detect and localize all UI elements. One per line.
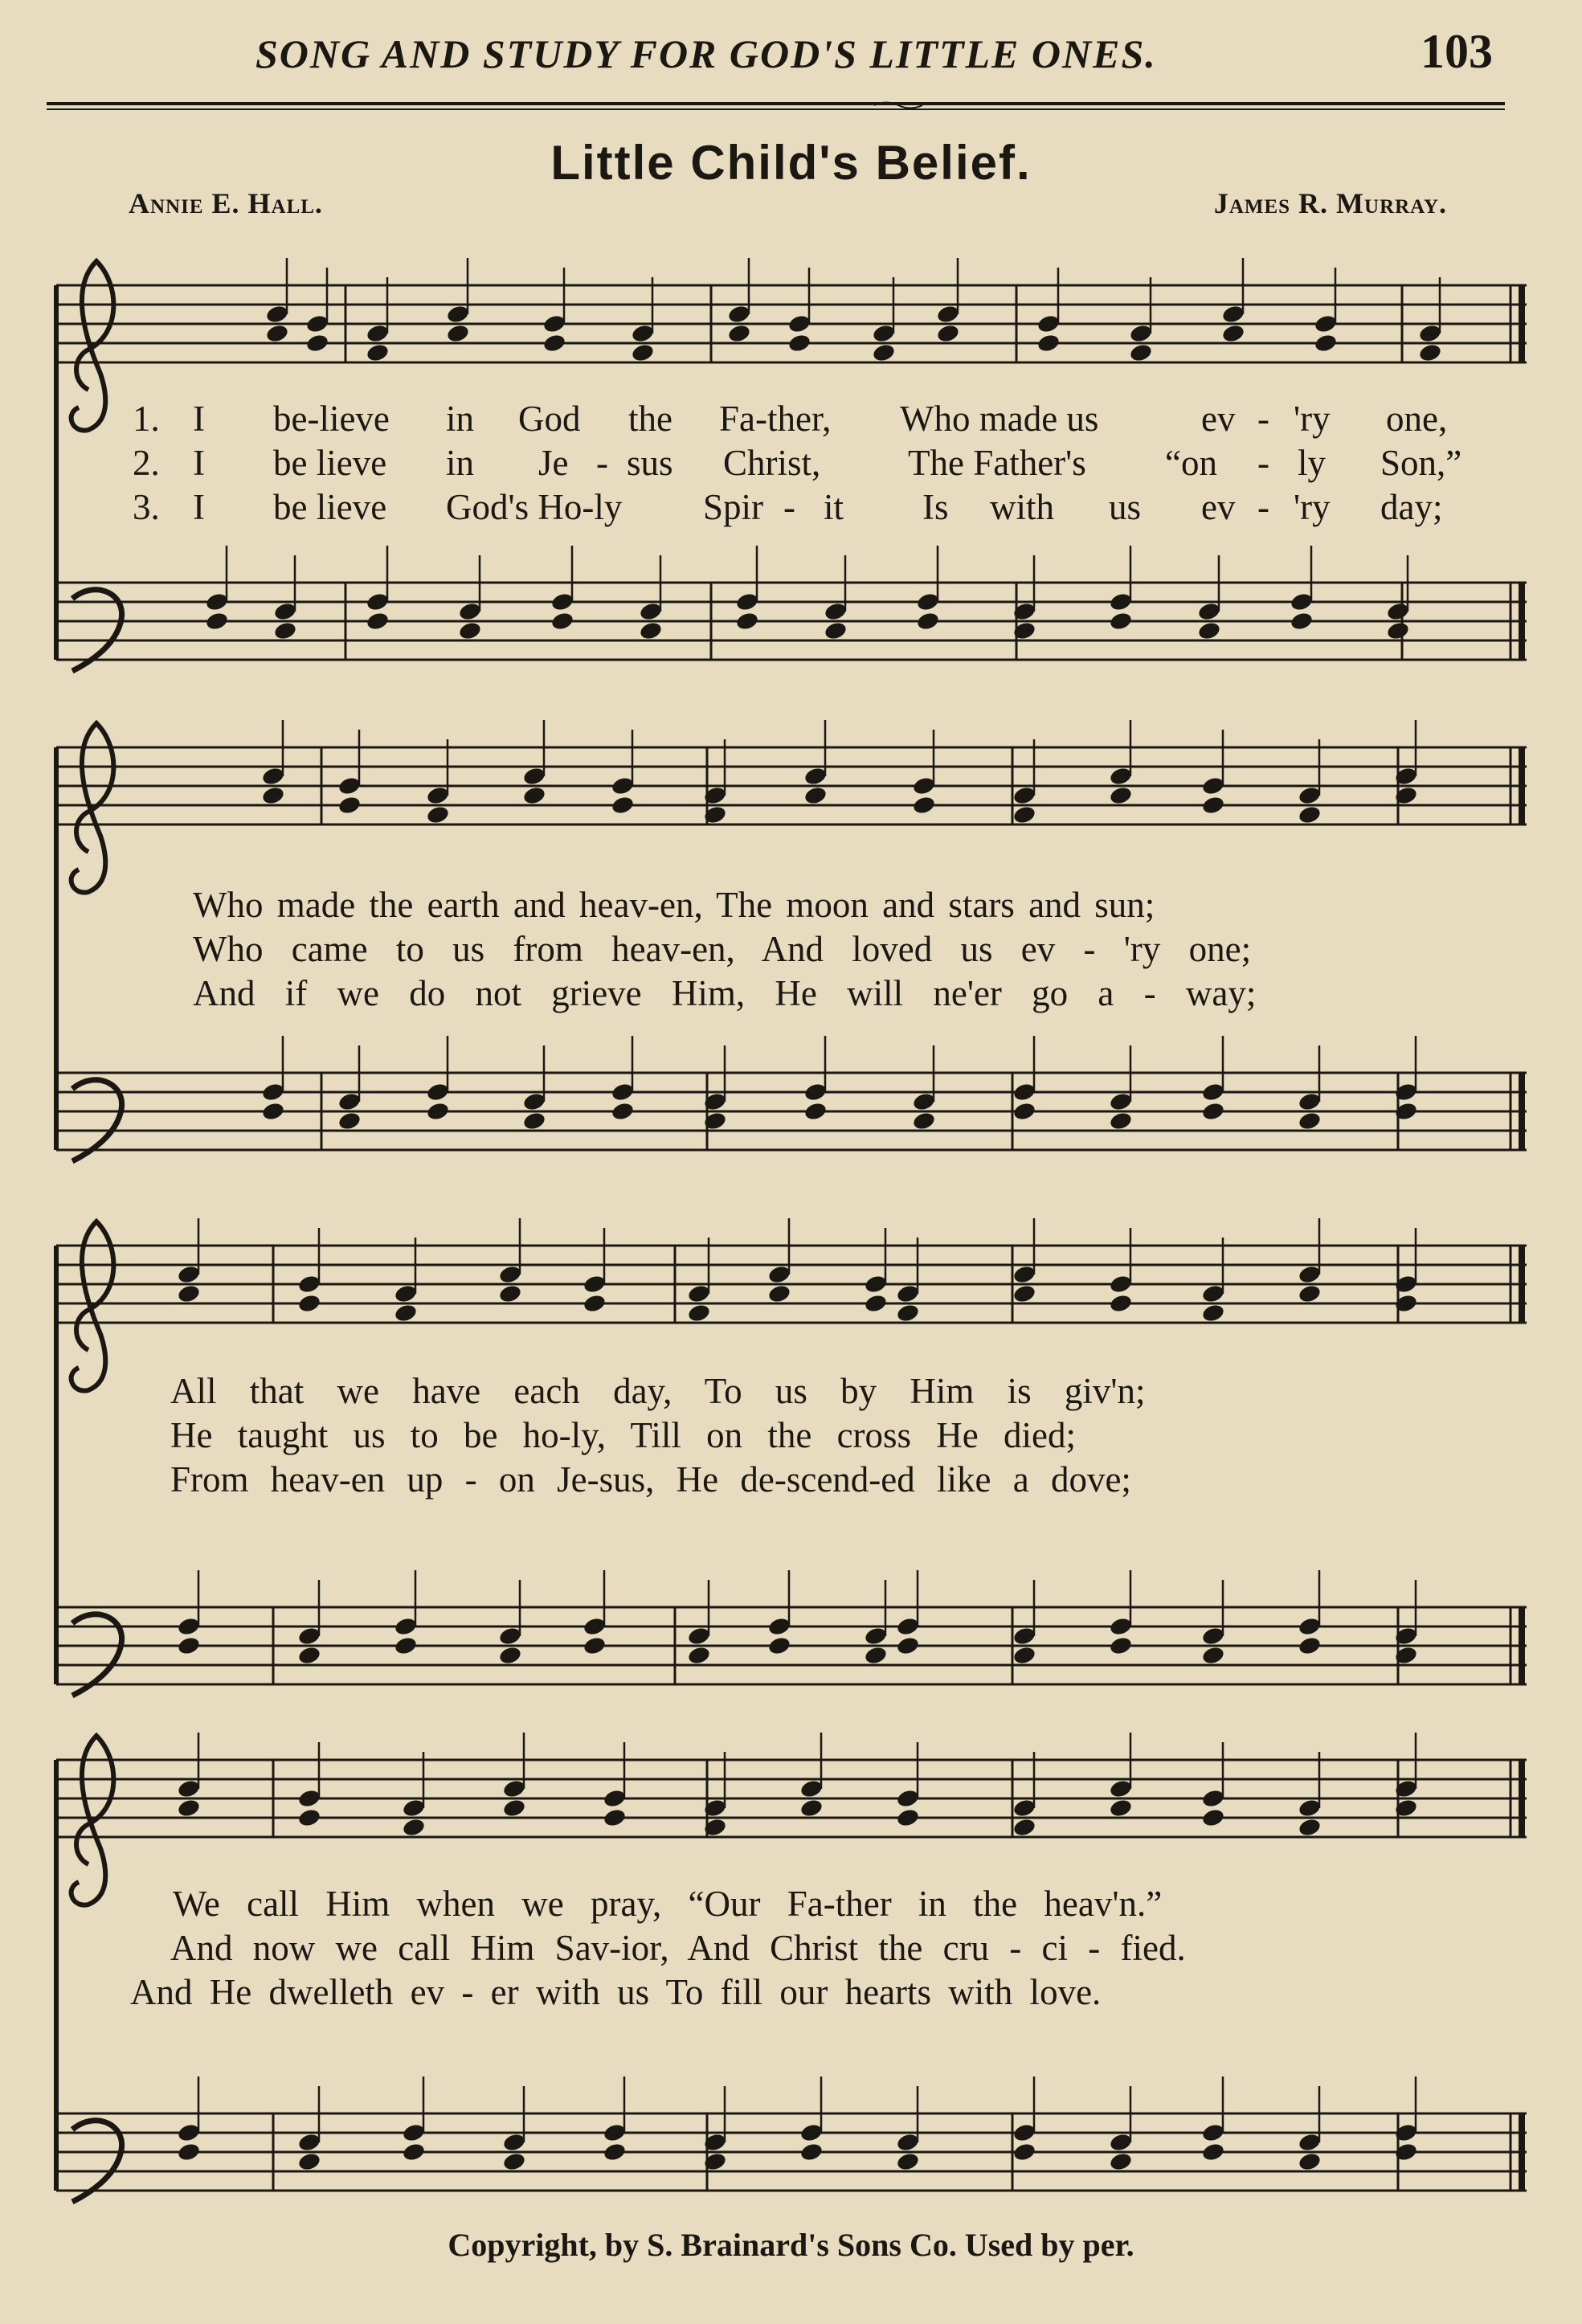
note-head bbox=[297, 1626, 322, 1647]
lyric-syllable: ev bbox=[1201, 399, 1236, 439]
note-head bbox=[522, 785, 547, 806]
note-head bbox=[402, 1817, 427, 1838]
note-head bbox=[261, 1101, 286, 1122]
note-head bbox=[824, 601, 848, 622]
note-head bbox=[1298, 1111, 1322, 1131]
note-head bbox=[803, 1082, 828, 1103]
note-head bbox=[896, 1788, 921, 1809]
note-head bbox=[261, 1082, 286, 1103]
note-head bbox=[896, 2132, 921, 2153]
note-head bbox=[1109, 1091, 1134, 1112]
note-head bbox=[799, 1778, 824, 1799]
note-head bbox=[583, 1616, 607, 1637]
note-head bbox=[727, 323, 752, 344]
note-head bbox=[1109, 1616, 1134, 1637]
note-head bbox=[1418, 342, 1443, 363]
copyright-notice: Copyright, by S. Brainard's Sons Co. Used by per. bbox=[448, 2227, 1134, 2263]
note-head bbox=[1109, 1635, 1134, 1656]
lyric-syllable: 'ry bbox=[1294, 487, 1331, 527]
note-head bbox=[502, 1778, 527, 1799]
lyric-text: He taught us to be ho-ly, Till on the cross He died; bbox=[170, 1415, 1077, 1455]
note-head bbox=[1129, 323, 1154, 344]
note-head bbox=[1036, 333, 1061, 354]
note-head bbox=[305, 333, 330, 354]
note-head bbox=[265, 323, 290, 344]
note-head bbox=[611, 1082, 636, 1103]
note-head bbox=[1201, 2142, 1226, 2162]
note-head bbox=[611, 775, 636, 796]
note-head bbox=[687, 1645, 712, 1666]
note-head bbox=[305, 313, 330, 334]
note-head bbox=[498, 1283, 523, 1304]
note-head bbox=[864, 1645, 889, 1666]
note-head bbox=[1109, 766, 1134, 787]
final-barline bbox=[1519, 1073, 1525, 1150]
treble-clef-icon bbox=[72, 1221, 114, 1391]
note-head bbox=[337, 775, 362, 796]
note-head bbox=[1386, 601, 1411, 622]
note-head bbox=[550, 591, 575, 612]
note-head bbox=[1109, 1274, 1134, 1295]
note-head bbox=[803, 1101, 828, 1122]
note-head bbox=[297, 1274, 322, 1295]
lyric-syllable: 'ry bbox=[1294, 399, 1331, 439]
note-head bbox=[1201, 2122, 1226, 2143]
note-head bbox=[394, 1303, 419, 1324]
note-head bbox=[767, 1616, 792, 1637]
note-head bbox=[803, 766, 828, 787]
lyric-syllable: day; bbox=[1380, 487, 1443, 527]
note-head bbox=[1012, 2122, 1037, 2143]
note-head bbox=[337, 1091, 362, 1112]
note-head bbox=[912, 795, 937, 816]
note-head bbox=[1386, 620, 1411, 641]
note-head bbox=[205, 591, 230, 612]
note-head bbox=[1298, 1091, 1322, 1112]
note-head bbox=[872, 342, 897, 363]
note-head bbox=[446, 323, 471, 344]
note-head bbox=[1298, 785, 1322, 806]
note-head bbox=[426, 785, 451, 806]
note-head bbox=[1290, 611, 1314, 632]
note-head bbox=[1197, 601, 1222, 622]
note-head bbox=[1012, 1264, 1037, 1285]
note-head bbox=[1201, 1082, 1226, 1103]
music-system-4 bbox=[32, 1720, 1559, 2218]
note-head bbox=[1201, 1645, 1226, 1666]
note-head bbox=[603, 2122, 627, 2143]
lyric-syllable: - bbox=[1257, 487, 1269, 527]
note-head bbox=[366, 342, 390, 363]
note-head bbox=[522, 766, 547, 787]
note-head bbox=[639, 601, 664, 622]
note-head bbox=[603, 2142, 627, 2162]
lyric-syllable: God's Ho-ly bbox=[446, 487, 623, 527]
note-head bbox=[205, 611, 230, 632]
lyric-text: And if we do not grieve Him, He will ne'er go a - way; bbox=[193, 973, 1257, 1013]
lyric-syllable: Son,” bbox=[1380, 443, 1462, 483]
note-head bbox=[799, 2122, 824, 2143]
lyric-syllable: with bbox=[990, 487, 1055, 527]
note-head bbox=[426, 804, 451, 825]
note-head bbox=[1298, 1635, 1322, 1656]
note-head bbox=[1201, 1283, 1226, 1304]
note-head bbox=[542, 313, 567, 334]
lyric-syllable: God bbox=[518, 399, 581, 439]
lyric-text: All that we have each day, To us by Him is giv'n; bbox=[170, 1371, 1146, 1411]
note-head bbox=[1012, 1082, 1037, 1103]
note-head bbox=[1012, 1645, 1037, 1666]
note-head bbox=[864, 1274, 889, 1295]
note-head bbox=[177, 1616, 202, 1637]
note-head bbox=[177, 1778, 202, 1799]
lyric-syllable: in bbox=[446, 399, 475, 439]
running-head: SONG AND STUDY FOR GOD'S LITTLE ONES. bbox=[255, 31, 1157, 76]
note-head bbox=[787, 333, 812, 354]
note-head bbox=[297, 2151, 322, 2172]
note-head bbox=[1109, 1778, 1134, 1799]
lyricist-credit: Annie E. Hall. bbox=[129, 187, 323, 219]
note-head bbox=[502, 2132, 527, 2153]
note-head bbox=[787, 313, 812, 334]
treble-clef-icon bbox=[72, 261, 114, 431]
note-head bbox=[864, 1293, 889, 1314]
note-head bbox=[522, 1111, 547, 1131]
lyric-syllable: be lieve bbox=[273, 487, 387, 527]
note-head bbox=[1314, 313, 1339, 334]
note-head bbox=[916, 591, 941, 612]
lyric-syllable: sus bbox=[627, 443, 673, 483]
note-head bbox=[896, 1635, 921, 1656]
lyric-syllable: ev bbox=[1201, 487, 1236, 527]
note-head bbox=[603, 1807, 627, 1828]
note-head bbox=[394, 1635, 419, 1656]
note-head bbox=[502, 1798, 527, 1819]
note-head bbox=[498, 1626, 523, 1647]
note-head bbox=[1201, 775, 1226, 796]
lyric-syllable: I bbox=[193, 399, 205, 439]
note-head bbox=[297, 1645, 322, 1666]
note-head bbox=[1197, 620, 1222, 641]
note-head bbox=[297, 2132, 322, 2153]
note-head bbox=[1109, 1111, 1134, 1131]
note-head bbox=[177, 1635, 202, 1656]
note-head bbox=[498, 1645, 523, 1666]
note-head bbox=[735, 611, 760, 632]
lyric-syllable: The Father's bbox=[908, 443, 1086, 483]
header-rule bbox=[47, 100, 1505, 112]
note-head bbox=[337, 795, 362, 816]
note-head bbox=[402, 2122, 427, 2143]
note-head bbox=[265, 304, 290, 325]
treble-clef-icon bbox=[72, 723, 114, 893]
note-head bbox=[912, 775, 937, 796]
lyric-text: From heav-en up - on Je-sus, He de-scend-ed like a dove; bbox=[170, 1459, 1131, 1500]
verse-number: 3. bbox=[133, 487, 160, 527]
note-head bbox=[261, 785, 286, 806]
lyric-text: And now we call Him Sav-ior, And Christ the cru - ci - fied. bbox=[170, 1928, 1186, 1968]
lyric-syllable: Fa-ther, bbox=[719, 399, 832, 439]
lyric-text: We call Him when we pray, “Our Fa-ther in the heav'n.” bbox=[173, 1884, 1163, 1924]
note-head bbox=[824, 620, 848, 641]
note-head bbox=[1221, 304, 1246, 325]
note-head bbox=[177, 2142, 202, 2162]
lyric-syllable: Is bbox=[922, 487, 949, 527]
note-head bbox=[273, 620, 298, 641]
note-head bbox=[177, 1283, 202, 1304]
note-head bbox=[297, 1788, 322, 1809]
note-head bbox=[297, 1807, 322, 1828]
lyric-text: Who made the earth and heav-en, The moon and stars and sun; bbox=[193, 885, 1155, 925]
note-head bbox=[603, 1788, 627, 1809]
note-head bbox=[936, 304, 961, 325]
lyric-text: Who came to us from heav-en, And loved us ev - 'ry one; bbox=[193, 929, 1252, 969]
lyric-syllable: - bbox=[596, 443, 608, 483]
note-head bbox=[611, 795, 636, 816]
note-head bbox=[912, 1091, 937, 1112]
note-head bbox=[583, 1635, 607, 1656]
lyric-syllable: in bbox=[446, 443, 475, 483]
page-number: 103 bbox=[1421, 25, 1493, 78]
note-head bbox=[767, 1283, 792, 1304]
note-head bbox=[1298, 1264, 1322, 1285]
note-head bbox=[458, 620, 483, 641]
note-head bbox=[394, 1616, 419, 1637]
lyric-syllable: one, bbox=[1386, 399, 1448, 439]
note-head bbox=[1109, 2151, 1134, 2172]
note-head bbox=[916, 611, 941, 632]
note-head bbox=[1201, 1303, 1226, 1324]
note-head bbox=[631, 323, 656, 344]
note-head bbox=[426, 1082, 451, 1103]
note-head bbox=[1298, 2132, 1322, 2153]
note-head bbox=[767, 1635, 792, 1656]
note-head bbox=[1012, 1817, 1037, 1838]
lyric-syllable: - bbox=[1257, 399, 1269, 439]
lyric-syllable: I bbox=[193, 487, 205, 527]
note-head bbox=[394, 1283, 419, 1304]
note-head bbox=[1298, 1817, 1322, 1838]
note-head bbox=[1201, 795, 1226, 816]
note-head bbox=[1012, 1626, 1037, 1647]
note-head bbox=[402, 2142, 427, 2162]
final-barline bbox=[1519, 2113, 1525, 2191]
note-head bbox=[936, 323, 961, 344]
composer-credit: James R. Murray. bbox=[1213, 187, 1447, 219]
note-head bbox=[426, 1101, 451, 1122]
note-head bbox=[1109, 611, 1134, 632]
note-head bbox=[1201, 1807, 1226, 1828]
note-head bbox=[735, 591, 760, 612]
note-head bbox=[1012, 1283, 1037, 1304]
lyric-syllable: ly bbox=[1298, 443, 1327, 483]
note-head bbox=[687, 1303, 712, 1324]
note-head bbox=[799, 2142, 824, 2162]
note-head bbox=[458, 601, 483, 622]
song-title: Little Child's Belief. bbox=[550, 136, 1032, 190]
note-head bbox=[273, 601, 298, 622]
note-head bbox=[687, 1283, 712, 1304]
note-head bbox=[896, 1303, 921, 1324]
note-head bbox=[1290, 591, 1314, 612]
note-head bbox=[177, 1264, 202, 1285]
final-barline bbox=[1519, 1760, 1525, 1837]
note-head bbox=[896, 1616, 921, 1637]
note-head bbox=[803, 785, 828, 806]
lyric-syllable: Christ, bbox=[723, 443, 821, 483]
lyric-syllable: Je bbox=[538, 443, 569, 483]
note-head bbox=[542, 333, 567, 354]
note-head bbox=[1314, 333, 1339, 354]
lyric-syllable: - bbox=[1257, 443, 1269, 483]
note-head bbox=[1109, 1798, 1134, 1819]
lyric-syllable: “on bbox=[1165, 443, 1217, 483]
note-head bbox=[896, 1807, 921, 1828]
lyric-syllable: the bbox=[628, 399, 672, 439]
note-head bbox=[337, 1111, 362, 1131]
final-barline bbox=[1519, 1607, 1525, 1684]
note-head bbox=[1012, 804, 1037, 825]
final-barline bbox=[1519, 583, 1525, 660]
verse-number: 2. bbox=[133, 443, 160, 483]
note-head bbox=[1298, 2151, 1322, 2172]
verse-number: 1. bbox=[133, 399, 160, 439]
note-head bbox=[1298, 804, 1322, 825]
lyric-syllable: - bbox=[783, 487, 795, 527]
note-head bbox=[727, 304, 752, 325]
note-head bbox=[1418, 323, 1443, 344]
note-head bbox=[177, 2122, 202, 2143]
note-head bbox=[297, 1293, 322, 1314]
note-head bbox=[1221, 323, 1246, 344]
note-head bbox=[498, 1264, 523, 1285]
note-head bbox=[1298, 1283, 1322, 1304]
note-head bbox=[912, 1111, 937, 1131]
note-head bbox=[896, 1283, 921, 1304]
note-head bbox=[767, 1264, 792, 1285]
note-head bbox=[799, 1798, 824, 1819]
final-barline bbox=[1519, 285, 1525, 362]
lyric-syllable: Spir bbox=[703, 487, 764, 527]
note-head bbox=[1129, 342, 1154, 363]
lyric-syllable: it bbox=[824, 487, 844, 527]
final-barline bbox=[1519, 747, 1525, 824]
note-head bbox=[872, 323, 897, 344]
note-head bbox=[611, 1101, 636, 1122]
note-head bbox=[446, 304, 471, 325]
note-head bbox=[1201, 1788, 1226, 1809]
note-head bbox=[177, 1798, 202, 1819]
note-head bbox=[896, 2151, 921, 2172]
note-head bbox=[583, 1293, 607, 1314]
note-head bbox=[1012, 1101, 1037, 1122]
lyric-syllable: be lieve bbox=[273, 443, 387, 483]
final-barline bbox=[1519, 1246, 1525, 1323]
lyric-syllable: Who made us bbox=[900, 399, 1099, 439]
note-head bbox=[1298, 1616, 1322, 1637]
note-head bbox=[1012, 1798, 1037, 1819]
note-head bbox=[1201, 1101, 1226, 1122]
note-head bbox=[1109, 1293, 1134, 1314]
note-head bbox=[1298, 1798, 1322, 1819]
note-head bbox=[583, 1274, 607, 1295]
note-head bbox=[639, 620, 664, 641]
note-head bbox=[1036, 313, 1061, 334]
staff-notation bbox=[32, 1720, 1559, 2218]
note-head bbox=[631, 342, 656, 363]
note-head bbox=[366, 591, 390, 612]
note-head bbox=[1201, 1626, 1226, 1647]
note-head bbox=[1109, 785, 1134, 806]
lyric-syllable: I bbox=[193, 443, 205, 483]
note-head bbox=[261, 766, 286, 787]
lyric-text: And He dwelleth ev - er with us To fill our hearts with love. bbox=[130, 1972, 1102, 2012]
note-head bbox=[502, 2151, 527, 2172]
note-head bbox=[687, 1626, 712, 1647]
note-head bbox=[550, 611, 575, 632]
note-head bbox=[1109, 2132, 1134, 2153]
note-head bbox=[402, 1798, 427, 1819]
note-head bbox=[366, 323, 390, 344]
note-head bbox=[1012, 2142, 1037, 2162]
note-head bbox=[864, 1626, 889, 1647]
note-head bbox=[366, 611, 390, 632]
note-head bbox=[1012, 785, 1037, 806]
note-head bbox=[1109, 591, 1134, 612]
note-head bbox=[522, 1091, 547, 1112]
lyric-syllable: be-lieve bbox=[273, 399, 390, 439]
lyric-syllable: us bbox=[1109, 487, 1142, 527]
treble-clef-icon bbox=[72, 1736, 114, 1905]
